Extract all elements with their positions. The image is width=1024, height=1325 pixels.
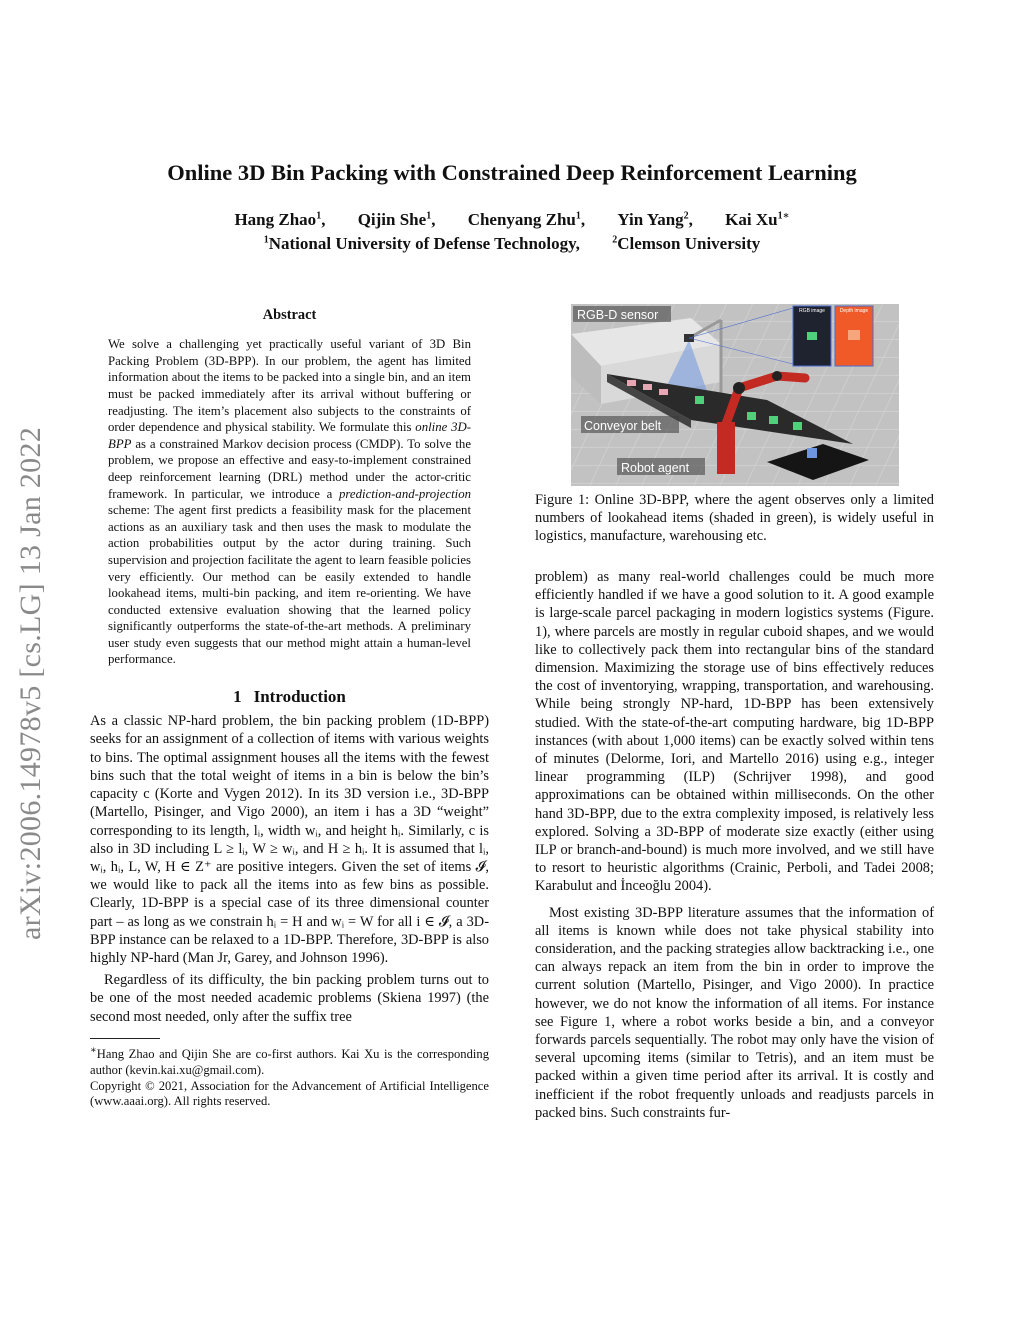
robot-base: [717, 422, 735, 474]
right-column: [535, 568, 934, 1122]
intro-heading: [90, 688, 489, 706]
author-sup: 1: [575, 210, 581, 222]
green-item: [695, 396, 704, 404]
author-name: Yin Yang: [617, 210, 684, 229]
right-paragraph-1: problem) as many real-world challenges could be much more efficiently handled if we have a good solution to it. A good example is large-scale parcel packaging in modern logistics systems (Figure. 1), where parcels are mostly in regular cuboid shapes, and we would like to collectively pack them into rectangular bins of the standard dimension. Maximizing the storage use of bins effectively reduces the cost of inventorying, wrapping, transportation, and warehousing. While being strongly NP-hard, 1D-BPP has been extensively studied. With the state-of-the-art computing hardware, big 1D-BPP instances (with about 1,000 items) can be exactly solved within tens of minutes (Delorme, Iori, and Martello 2016) using e.g., integer linear programming (ILP) (Schrijver 1998), and good approximations can be obtained within milliseconds. On the other hand 3D-BPP, due to the extra complexity imposed, is relatively less explored. Solving a 3D-BPP of moderate size exactly (either using ILP or branch-and-bound) is much more involved, and we still have to resort to heuristic algorithms (Crainic, Perboli, and Tadei 2008; Karabulut and İnceoğlu 2004).: [535, 569, 934, 895]
author-name: Kai Xu: [725, 210, 778, 229]
author: [234, 210, 325, 229]
author-name: Qijin She: [357, 210, 427, 229]
left-column: [90, 306, 489, 1110]
affiliation-sup: 1: [263, 234, 269, 246]
author-sup: 1∗: [777, 210, 790, 222]
pink-item: [659, 389, 668, 395]
author-sup: 1: [316, 210, 322, 222]
robot-joint: [772, 371, 782, 381]
green-item: [769, 416, 778, 424]
intro-paragraph-1: As a classic NP-hard problem, the bin packing problem (1D-BPP) seeks for an assignment of a collection of items with various weights to bins. The optimal assignment houses all the items with the fewest bins such that the total weight of items in a bin is below the bin’s capacity c (Korte and Vygen 2012). In its 3D version i.e., 3D-BPP (Martello, Pisinger, and Vigo 2000), an item i has a 3D “weight” corresponding to its length, lᵢ, width wᵢ, and height hᵢ. Similarly, c is also in 3D including L ≥ lᵢ, W ≥ wᵢ, and H ≥ hᵢ. It is assumed that lᵢ, wᵢ, hᵢ, L, W, H ∈ Z⁺ are positive integers. Given the set of items 𝓘, we would like to pack all the items into as few bins as possible. Clearly, 1D-BPP is a special case of its three dimensional counter part – as long as we constrain hᵢ = H and wᵢ = W for all i ∈ 𝓘, a 3D-BPP instance can be relaxed to a 1D-BPP. Therefore, 3D-BPP is also highly NP-hard (Man Jr, Garey, and Johnson 1996).: [90, 713, 489, 966]
conveyor-label: Conveyor belt: [584, 419, 662, 433]
bin-item: [807, 448, 817, 458]
footnote-mark: ∗: [90, 1044, 97, 1056]
figure-robot-scene: [571, 304, 899, 486]
affiliation-name: Clemson University: [617, 234, 761, 253]
abstract-text: as a constrained Markov decision process (CMDP). To solve the problem, we propose an effective and easy-to-implement constrained deep reinforcement learning (DRL) method under the actor-critic framework. In particular, we introduce a: [108, 436, 471, 501]
green-item: [793, 422, 802, 430]
depth-image-item: [848, 330, 860, 340]
abstract-text: We solve a challenging yet practically useful variant of 3D Bin Packing Problem (3D-BPP). In our problem, the agent has limited information about the items to be packed into a single bin, and an item must be packed immediately after its arrival without buffering or readjusting. The item’s placement also subjects to the constraints of order dependence and physical stability. We formulate this: [108, 337, 471, 435]
affiliation: [264, 234, 580, 253]
pink-item: [627, 380, 636, 386]
author-sup: 2: [683, 210, 689, 222]
abstract-emphasis: prediction-and-projection: [339, 486, 471, 501]
abstract-text: scheme: The agent first predicts a feasibility mask for the placement actions as an auxiliary task and then uses the mask to modulate the action probabilities output by the actor during training. Such supervision and projection facilitate the agent to learn feasible policies very efficiently. Our method can be easily extended to handle lookahead items, multi-bin packing, and item re-orienting. We have conducted extensive evaluation showing that the learned policy significantly outperforms the state-of-the-art methods. A preliminary user study even suggests that our method might attain a human-level performance.: [108, 503, 471, 667]
right-paragraph-2: Most existing 3D-BPP literature assumes that the information of all items is known while does not take physical stability into consideration, and the packing strategies allow backtracking i.e., one can always repack an item from the bin in order to improve the current solution (Martello, Pisinger, and Vigo 2000). In practice however, we do not know the information of all items. For instance see Figure 1, where a robot works beside a bin, and a conveyor forwards parcels sequentially. The robot may only have the vision of several upcoming items (similar to Tetris), and an item must be packed within a given time period after its arrival. It is costly and inefficient if the robot frequently unloads and readjusts parcels in packed bins. Such constraints fur-: [535, 904, 934, 1121]
section-number: 1: [233, 687, 242, 707]
footnote-authors: [90, 1043, 489, 1079]
author-name: Hang Zhao: [234, 210, 317, 229]
robot-label: Robot agent: [621, 461, 690, 475]
author-sep: ,: [580, 210, 586, 229]
paper-title: Online 3D Bin Packing with Constrained Deep Reinforcement Learning: [167, 160, 857, 185]
pink-item: [643, 384, 652, 390]
author: [725, 210, 789, 229]
author: [358, 210, 436, 229]
author-sep: ,: [431, 210, 436, 229]
sensor-label: RGB-D sensor: [577, 308, 659, 322]
green-item: [747, 412, 756, 420]
affiliation-list: [0, 234, 1024, 254]
footnote-copyright: Copyright © 2021, Association for the Advancement of Artificial Intelligence (www.aaai.org). All rights reserved.: [90, 1078, 489, 1109]
author-sep: ,: [688, 210, 693, 229]
figure-caption: Figure 1: Online 3D-BPP, where the agent observes only a limited numbers of lookahead items (shaded in green), is widely useful in logistics, manufacture, warehousing etc.: [535, 492, 934, 545]
author: [468, 210, 585, 229]
author-list: [0, 210, 1024, 230]
rgb-image-label: RGB image: [799, 308, 825, 314]
footnote-rule: [90, 1038, 160, 1039]
depth-image-label: Depth image: [839, 308, 869, 314]
arxiv-identifier: arXiv:2006.14978v5 [cs.LG] 13 Jan 2022: [14, 427, 47, 940]
robot-joint: [733, 382, 745, 394]
author-sup: 1: [426, 210, 432, 222]
author-sep: ,: [321, 210, 326, 229]
abstract-emphasis: online 3D-BPP: [108, 420, 471, 451]
rgb-image-item: [807, 332, 817, 340]
affiliation-name: National University of Defense Technology,: [268, 234, 580, 253]
abstract-body: [108, 336, 471, 668]
intro-paragraph-2: Regardless of its difficulty, the bin packing problem turns out to be one of the most needed academic problems (Skiena 1997) (the second most needed, only after the suffix tree: [90, 972, 489, 1025]
footnote-text: Hang Zhao and Qijin She are co-first authors. Kai Xu is the corresponding author (kevin.kai.xu@gmail.com).: [90, 1046, 489, 1077]
author: [617, 210, 693, 229]
author-name: Chenyang Zhu: [467, 210, 576, 229]
section-title: Introduction: [253, 687, 346, 707]
affiliation-sup: 2: [612, 234, 618, 246]
affiliation: [612, 234, 760, 253]
abstract-heading: Abstract: [262, 307, 317, 323]
